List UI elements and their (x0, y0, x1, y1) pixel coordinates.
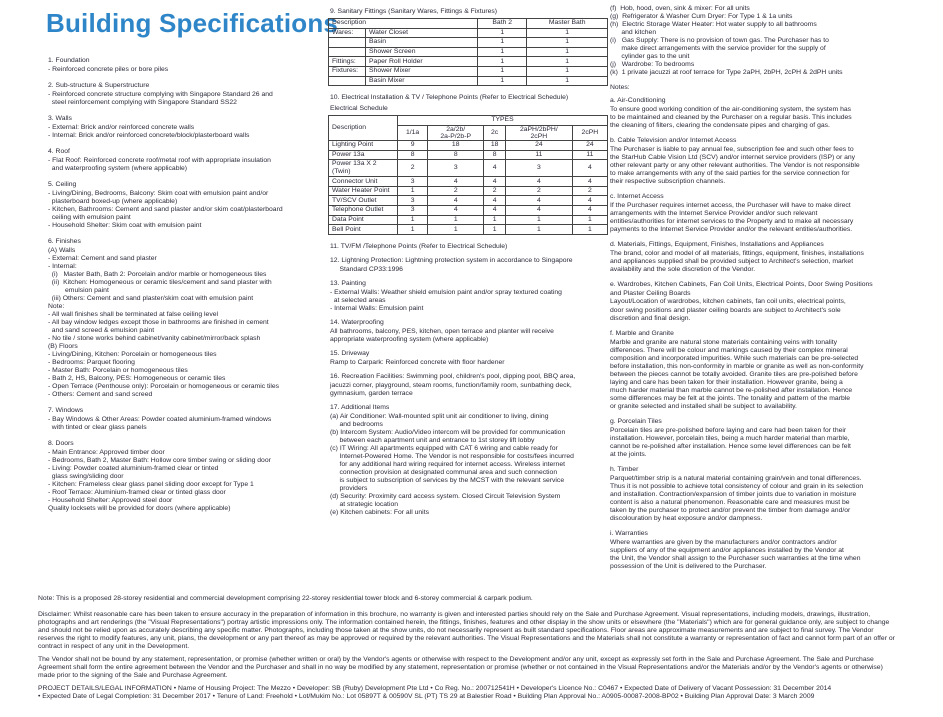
spec-line: All bathrooms, balcony, PES, kitchen, open terrace and planter will receive (330, 327, 554, 335)
note-heading: b. Cable Television and/or Internet Access (610, 137, 737, 145)
table-cell: 1 (484, 215, 506, 225)
note-line: much harder material than marble cannot be re-polished after installation. Hence (610, 386, 853, 394)
electrical-type-header: 1/1a (398, 125, 428, 140)
note-heading: a. Air-Conditioning (610, 97, 666, 105)
table-row (329, 177, 608, 187)
table-cell: 3 (398, 177, 428, 187)
table-cell: 1 (478, 76, 527, 86)
table-cell: 4 (572, 196, 607, 206)
spec-list-middle (328, 243, 608, 517)
spec-section (48, 57, 321, 74)
note-line: payments to the Internet Service Provider and/or the relevant entities/authorities. (610, 226, 853, 234)
note-line: possession of the Unit is delivered to the Purchaser. (610, 562, 767, 570)
electrical-header-types: TYPES (398, 116, 608, 126)
spec-line: for any additional hard wiring required for internet access. Wireless internet (330, 461, 565, 469)
electrical-type-header: 2a/2b/ 2a-P/2b-P (428, 125, 484, 140)
spec-line: is subject to subscription of services by the MCST with the relevant service (330, 477, 565, 485)
sanitary-header-row (329, 19, 608, 29)
spec-line: Internet-Powered Home. The Vendor is not responsible for costs/fees incurred (330, 453, 574, 461)
spec-heading: 16. Recreation Facilities: Swimming pool, children's pool, dipping pool, BBQ area, (330, 373, 576, 381)
spec-line: (i) Master Bath, Bath 2: Porcelain and/or marble or homogeneous tiles (48, 271, 267, 278)
table-cell: 4 (572, 160, 607, 177)
table-cell: Shower Mixer (366, 66, 478, 76)
note-line: at the joints. (610, 450, 647, 458)
table-cell: 2 (484, 186, 506, 196)
note-line: suppliers of any of the equipment and/or appliances installed by the Vendor at (610, 546, 844, 554)
note-line: door swing positions and plaster ceiling boards are subject to Architect's sole (610, 306, 841, 314)
spec-section (48, 148, 321, 173)
spec-line: providers (330, 485, 368, 493)
spec-line: - Internal: Brick and/or reinforced concrete/block/plasterboard walls (48, 131, 250, 139)
table-cell: 2 (428, 186, 484, 196)
table-cell: 24 (572, 141, 607, 151)
table-cell: 4 (572, 206, 607, 216)
spec-line: (ii) Kitchen: Homogeneous or ceramic tiles/cement and sand plaster with (48, 279, 272, 287)
table-cell: Lighting Point (329, 141, 398, 151)
development-note: Note: This is a proposed 28-storey residential and commercial development comprising 22-storey residential tower block and 6-storey commercial & carpark podium. (38, 595, 533, 602)
spec-line: appropriate waterproofing system (where applicable) (330, 335, 489, 343)
table-cell: 4 (505, 196, 572, 206)
note-line: to be maintained and cleaned by the Purchaser on a regular basis. This includes (610, 114, 852, 122)
spec-line: - All bay window ledges except those in bathrooms are finished in cement (48, 319, 269, 327)
table-cell: Basin (366, 38, 478, 48)
spec-line: - Master Bath: Porcelain or homogeneous tiles (48, 367, 188, 375)
spec-line: - Internal: (48, 262, 77, 270)
additional-item-line: (g) Refrigerator & Washer Cum Dryer: For Type 1 & 1a units (610, 13, 793, 21)
table-row (329, 186, 608, 196)
spec-section (330, 350, 608, 367)
table-row (329, 150, 608, 160)
spec-section (330, 404, 608, 517)
sanitary-caption: 9. Sanitary Fittings (Sanitary Wares, Fittings & Fixtures) (330, 8, 498, 15)
spec-heading: 8. Doors (48, 440, 74, 448)
note-line: To ensure good working condition of the air-conditioning system, the system has (610, 106, 852, 114)
table-cell: 1 (527, 38, 608, 48)
spec-section (48, 115, 321, 140)
table-cell: 11 (505, 150, 572, 160)
table-cell: 4 (505, 206, 572, 216)
spec-line: at strategic location (330, 501, 399, 509)
spec-line: - Flat Roof: Reinforced concrete roof/metal roof with appropriate insulation (48, 156, 271, 164)
note-heading: e. Wardrobes, Kitchen Cabinets, Fan Coil Units, Electrical Points, Door Swing Positions (610, 281, 873, 289)
note-line: and appliances supplied shall be provided subject to Architect's selection, market (610, 258, 854, 266)
sanitary-table-body (329, 28, 608, 86)
note-line: Porcelain tiles are pre-polished before laying and care had been taken for their (610, 426, 847, 434)
spec-section (330, 280, 608, 313)
table-cell: Power 13a (329, 150, 398, 160)
spec-line: - Others: Cement and sand screed (48, 391, 153, 399)
right-column (610, 5, 935, 578)
spec-line: (iii) Others: Cement and sand plaster/skim coat with emulsion paint (48, 295, 254, 303)
spec-line: - Living/Dining, Kitchen: Porcelain or homogeneous tiles (48, 351, 217, 359)
project-details-line-1: PROJECT DETAILS/LEGAL INFORMATION • Name of Housing Project: The Mezzo • Developer: SB (Ruby) Development Pte Ltd • Co Reg. No.: 200712541H • Developer's Licence No.: C0467 • Expected Date of Delivery of Vacant Possession: 31 December 2014 (38, 685, 832, 693)
additional-item-line: cylinder gas to the unit (610, 53, 690, 61)
spec-line: emulsion paint (48, 287, 109, 295)
notes-list (610, 97, 935, 571)
table-cell: Basin Mixer (366, 76, 478, 86)
note-section (610, 97, 935, 130)
table-row (329, 215, 608, 225)
table-cell: 4 (484, 160, 506, 177)
spec-line: gymnasium, garden terrace (330, 390, 413, 398)
spec-heading: 4. Roof (48, 147, 70, 155)
spec-line: - Living/Dining, Bedrooms, Balcony: Skim coat with emulsion paint and/or (48, 189, 269, 197)
additional-item-line: make direct arrangements with the service provider for the supply of (610, 45, 826, 53)
spec-line: ceiling with emulsion paint (48, 213, 131, 221)
table-cell: Fixtures: (329, 66, 366, 76)
note-line: If the Purchaser requires internet access, the Purchaser will have to make direct (610, 202, 851, 210)
spec-line: - Roof Terrace: Aluminium-framed clear or tinted glass door (48, 489, 226, 497)
table-cell: 3 (505, 160, 572, 177)
middle-column (328, 5, 608, 523)
spec-line: - External: Cement and sand plaster (48, 254, 157, 262)
table-cell: 2 (505, 186, 572, 196)
spec-line: at selected areas (330, 296, 386, 304)
table-cell: 1 (572, 215, 607, 225)
table-cell (329, 47, 366, 57)
spec-line: and sand screed & emulsion paint (48, 327, 155, 335)
note-line: to make arrangements with any of the said parties for the service connection for (610, 170, 850, 178)
spec-line: (d) Security: Proximity card access system. Closed Circuit Television System (330, 493, 561, 501)
spec-line: Note: (48, 303, 65, 311)
spec-line: Standard CP33:1996 (330, 265, 403, 273)
spec-section (48, 238, 321, 399)
spec-line: - External Walls: Weather shield emulsion paint and/or spray textured coating (330, 288, 562, 296)
note-heading: i. Warranties (610, 529, 648, 537)
spec-heading: 15. Driveway (330, 349, 370, 357)
spec-line: - Main Entrance: Approved timber door (48, 449, 165, 457)
spec-heading: 3. Walls (48, 114, 72, 122)
note-line: cannot be re-polished after installation. Hence some level differences can be felt (610, 442, 851, 450)
note-line: and installation. Contraction/expansion of timber joints due to variation in moisture (610, 490, 857, 498)
electrical-type-header: 2c (484, 125, 506, 140)
note-line: installation. However, porcelain tiles, being a much harder material than marble, (610, 434, 850, 442)
table-cell: 1 (398, 215, 428, 225)
footer-legal (38, 595, 900, 701)
table-row (329, 225, 608, 235)
note-section (610, 466, 935, 523)
note-line: the StarHub Cable Vision Ltd (SCV) and/or internet service providers (ISP) or any (610, 154, 856, 162)
spec-line: (A) Walls (48, 246, 76, 254)
table-cell: 24 (505, 141, 572, 151)
table-cell: 9 (398, 141, 428, 151)
table-cell: 1 (505, 225, 572, 235)
spec-line: and waterproofing system (where applicable) (48, 164, 188, 172)
spec-line: - All wall finishes shall be terminated at false ceiling level (48, 311, 219, 319)
spec-line: - Household Shelter: Skim coat with emulsion paint (48, 221, 202, 229)
table-cell: 2 (572, 186, 607, 196)
note-line: before installation, this non-conformity in marble or granite as well as non-conformity (610, 362, 864, 370)
spec-heading: 14. Waterproofing (330, 318, 384, 326)
note-heading: f. Marble and Granite (610, 329, 674, 337)
note-line: Thus it is not possible to achieve total consistency of colour and grain in its selection (610, 482, 864, 490)
disclaimer-text: Disclaimer: Whilst reasonable care has been taken to ensure accuracy in the preparation of information in this brochure, no warranty is given and interested parties should rely on the Sale and Purchase Agreement. Visual representations, including models, drawings, illustration, photographs and art renderings (the "Visual Representations") portray artistic impressions only. The information contained herein, the fittings, finishes, features and other display in the show units or elsewhere (the "Materials") which are for general guidance only, are subject to change and should not be relied upon as accurately describing any specific matter. Photographs, including those taken at the show units, do not necessarily represent as built standard specifications. Floor areas are approximate measurements and are subject to final survey. The Vendor reserves the right to modify features, any unit, plans, the development or any part thereof as may be approved or required by the relevant authorities. The Visual Representations and the Materials shall not constitute a warranty or representation of fact and cannot form part of an offer or contract in respect of any unit in the Development. (38, 611, 895, 651)
note-line: The brand, color and model of all materials, fittings, equipment, finishes, installations (610, 250, 864, 258)
table-row (329, 47, 608, 57)
spec-line: - Reinforced concrete piles or bore piles (48, 65, 169, 73)
spec-line: - Kitchen: Frameless clear glass panel sliding door except for Type 1 (48, 481, 254, 489)
table-cell: 4 (484, 196, 506, 206)
spec-line: (B) Floors (48, 343, 78, 351)
note-line: arrangements with the Internet Service Provider and/or such relevant (610, 210, 818, 218)
table-cell: 4 (428, 196, 484, 206)
spec-line: - Kitchen, Bathrooms: Cement and sand plaster and/or skim coat/plasterboard (48, 205, 283, 213)
spec-line: - Bedrooms, Bath 2, Master Bath: Hollow core timber swing or sliding door (48, 457, 271, 465)
table-row (329, 76, 608, 86)
table-cell: 1 (478, 38, 527, 48)
table-cell: 1 (398, 225, 428, 235)
sanitary-header-master-bath: Master Bath (527, 19, 608, 29)
table-cell: 1 (527, 66, 608, 76)
table-cell: 1 (527, 47, 608, 57)
electrical-table-body (329, 141, 608, 235)
note-line: differences. There will be colour and markings caused by their complex mineral (610, 346, 848, 354)
spec-line: plasterboard boxed-up (where applicable) (48, 197, 178, 205)
spec-line: - Open Terrace (Penthouse only): Porcelain or homogeneous or ceramic tiles (48, 383, 280, 391)
table-cell: 4 (428, 206, 484, 216)
electrical-table (328, 115, 608, 235)
spec-section (48, 181, 321, 230)
note-line: or granite selected and installed shall be subject to availability. (610, 402, 797, 410)
electrical-schedule-label: Electrical Schedule (330, 105, 388, 113)
note-section (610, 330, 935, 411)
spec-section (48, 82, 321, 107)
table-cell: 1 (505, 215, 572, 225)
spec-line: - Bedrooms: Parquet flooring (48, 359, 135, 367)
table-cell: 8 (428, 150, 484, 160)
table-row (329, 57, 608, 67)
spec-heading: 17. Additional Items (330, 404, 390, 412)
note-heading: d. Materials, Fittings, Equipment, Finishes, Installations and Appliances (610, 241, 824, 249)
table-cell: 1 (478, 28, 527, 38)
table-row (329, 38, 608, 48)
table-cell: TV/SCV Outlet (329, 196, 398, 206)
table-cell: 4 (484, 177, 506, 187)
electrical-header-row (329, 116, 608, 126)
table-cell: 18 (428, 141, 484, 151)
table-cell: 4 (428, 177, 484, 187)
note-section (610, 193, 935, 234)
spec-line: - External: Brick and/or reinforced concrete walls (48, 123, 195, 131)
table-cell: Paper Roll Holder (366, 57, 478, 67)
table-row (329, 66, 608, 76)
spec-heading: 5. Ceiling (48, 180, 77, 188)
table-cell: 4 (505, 177, 572, 187)
table-cell: 1 (478, 47, 527, 57)
additional-item-line: (j) Wardrobe: To bedrooms (610, 61, 695, 69)
spec-line: - Bath 2, HS, Balcony, PES: Homogeneous or ceramic tiles (48, 375, 226, 383)
spec-heading: 6. Finishes (48, 237, 81, 245)
spec-heading: 11. TV/FM /Telephone Points (Refer to Electrical Schedule) (330, 242, 508, 250)
spec-heading: 13. Painting (330, 279, 366, 287)
table-cell: 1 (527, 28, 608, 38)
table-cell: Power 13a X 2 (Twin) (329, 160, 398, 177)
electrical-header-description: Description (329, 116, 398, 141)
spec-line: Ramp to Carpark: Reinforced concrete with floor hardener (330, 359, 505, 366)
note-line: laying and care has been taken for their installation. However granite, being a (610, 378, 843, 386)
spec-line: (e) Kitchen cabinets: For all units (330, 509, 429, 517)
note-line: the cleaning of filters, clearing the condensate pipes and charging of gas. (610, 122, 830, 130)
table-row (329, 206, 608, 216)
table-row (329, 160, 608, 177)
table-row (329, 28, 608, 38)
spec-line: connection provision at designated communal area and such connection (330, 469, 558, 477)
table-cell: 1 (398, 186, 428, 196)
note-section (610, 281, 935, 322)
spec-list-left (38, 57, 321, 514)
table-cell: Telephone Outlet (329, 206, 398, 216)
table-cell: 1 (484, 225, 506, 235)
spec-line: and bedrooms (330, 421, 383, 429)
note-line: entities/authorities for internet services to the Property and to make all necessary (610, 218, 854, 226)
spec-line: - No tile / stone works behind cabinet/vanity cabinet/mirror/back splash (48, 335, 261, 343)
note-line: some differences may be felt at the joints. The tonality and pattern of the marble (610, 394, 851, 402)
table-cell (329, 76, 366, 86)
table-cell: Water Closet (366, 28, 478, 38)
notes-label: Notes: (610, 84, 630, 92)
spec-line: between each apartment unit and entrance to 1st storey lift lobby (330, 437, 535, 445)
table-cell: 3 (428, 160, 484, 177)
table-cell: 8 (484, 150, 506, 160)
electrical-type-header: 2cPH (572, 125, 607, 140)
spec-line: Quality locksets will be provided for doors (where applicable) (48, 505, 231, 513)
note-line: The Purchaser is liable to pay annual fee, subscription fee and such other fees to (610, 146, 854, 154)
note-line: their respective subscription channels. (610, 178, 726, 186)
table-cell: 2 (398, 160, 428, 177)
table-cell: 1 (478, 57, 527, 67)
note-line: Where warranties are given by the manufacturers and/or contractors and/or (610, 538, 837, 546)
additional-item-line: (k) 1 private jacuzzi at roof terrace for Type 2aPH, 2bPH, 2cPH & 2dPH units (610, 69, 843, 77)
table-row (329, 196, 608, 206)
note-line: Parquet/timber strip is a natural material containing grain/vein and tonal differences. (610, 474, 862, 482)
table-cell: Water Heater Point (329, 186, 398, 196)
table-cell: 3 (398, 206, 428, 216)
spec-line: - Internal Walls: Emulsion paint (330, 304, 424, 312)
table-cell: Bell Point (329, 225, 398, 235)
note-line: Marble and granite are natural stone materials containing veins with tonality (610, 338, 838, 346)
note-line: the Unit, the Vendor shall assign to the Purchaser such warranties at the time when (610, 554, 861, 562)
note-line: content is also a natural phenomenon. Reasonable care and measures must be (610, 498, 850, 506)
table-cell: 3 (398, 196, 428, 206)
note-section (610, 241, 935, 274)
electrical-type-header: 2aPH/2bPH/ 2cPH (505, 125, 572, 140)
spec-section (330, 243, 608, 251)
spec-section (330, 373, 608, 398)
note-section (610, 137, 935, 186)
spec-line: with tinted or clear glass panels (48, 424, 147, 432)
note-line: and Plaster Ceiling Boards (610, 290, 691, 298)
table-cell: 1 (572, 225, 607, 235)
note-line: discolouration by heat exposure and/or dampness. (610, 514, 763, 522)
vendor-statement: The Vendor shall not be bound by any statement, representation, or promise (whether written or oral) by the Vendor's agents or otherwise with respect to the Development and/or any unit, except as expressly set forth in the Sale and Purchase Agreement. The Sale and Purchase Agreement shall form the entire agreement between the Vendor and the Purchaser and shall in no way be modified by any statement, representation or promise (whether or not contained in the Visual Representations and/or the Materials and/or by the Vendor's agents or otherwise) made prior to the signing of the Sale and Purchase Agreement. (38, 656, 883, 680)
page-title: Building Specifications (46, 8, 339, 38)
additional-item-line: and kitchen (610, 29, 657, 37)
note-heading: c. Internet Access (610, 193, 664, 201)
table-cell: 1 (527, 76, 608, 86)
spec-line: - Household Shelter: Approved steel door (48, 497, 173, 505)
table-cell: Data Point (329, 215, 398, 225)
spec-line: jacuzzi corner, playground, steam rooms, function/family room, sunbathing deck, (330, 382, 572, 390)
spec-heading: 2. Sub-structure & Superstructure (48, 81, 150, 89)
note-line: other relevant party or any other relevant authorities. The Vendor is not responsible (610, 162, 860, 170)
note-line: Layout/Location of wardrobes, kitchen cabinets, fan coil units, electrical points, (610, 298, 846, 306)
spec-line: (a) Air Conditioner: Wall-mounted split unit air conditioner to living, dining (330, 413, 549, 421)
note-line: discretion and final design. (610, 314, 691, 322)
spec-heading: 7. Windows (48, 407, 84, 415)
note-line: availability and the sole discretion of the Vendor. (610, 266, 756, 274)
note-section (610, 418, 935, 459)
spec-heading: 12. Lightning Protection: Lightning protection system in accordance to Singapore (330, 256, 573, 264)
table-cell: Fittings: (329, 57, 366, 67)
spec-line: glass swing/sliding door (48, 473, 124, 481)
table-cell: 4 (572, 177, 607, 187)
table-cell: Wares: (329, 28, 366, 38)
table-cell: 11 (572, 150, 607, 160)
spec-section (330, 257, 608, 274)
spec-line: - Living: Powder coated aluminium-framed clear or tinted (48, 465, 219, 473)
spec-line: - Reinforced concrete structure complying with Singapore Standard 26 and (48, 90, 273, 98)
table-cell (329, 38, 366, 48)
spec-line: - Bay Windows & Other Areas: Powder coated aluminium-framed windows (48, 416, 272, 424)
electrical-caption: 10. Electrical Installation & TV / Telephone Points (Refer to Electrical Schedule) (330, 94, 569, 102)
additional-items-continued (610, 5, 935, 77)
note-line: composition and incorporated impurities. While such materials can be pre-selected (610, 354, 859, 362)
table-cell: 8 (398, 150, 428, 160)
project-details-line-2: • Expected Date of Legal Completion: 31 December 2017 • Tenure of Land: Freehold • Lot/Mukim No.: Lot 05897T & 00590V SL (PT) TS 29 at Balestier Road • Building Plan Approval No.: A0905-00087-2008-BP02 • Building Plan Approval Date: 3 March 2009 (38, 693, 815, 701)
spec-section (330, 319, 608, 344)
table-cell: 1 (527, 57, 608, 67)
spec-line: steel reinforcement complying with Singapore Standard SS22 (48, 98, 237, 106)
table-cell: Shower Screen (366, 47, 478, 57)
table-cell: 4 (484, 206, 506, 216)
table-cell: 1 (428, 215, 484, 225)
sanitary-table (328, 18, 608, 86)
additional-item-line: (h) Electric Storage Water Heater: Hot water supply to all bathrooms (610, 21, 817, 29)
additional-item-line: (i) Gas Supply: There is no provision of town gas. The Purchaser has to (610, 37, 829, 45)
table-cell: Connector Unit (329, 177, 398, 187)
table-row (329, 141, 608, 151)
table-cell: 1 (478, 66, 527, 76)
table-cell: 1 (428, 225, 484, 235)
spec-line: (c) IT Wiring: All apartments equipped with CAT 6 wiring and cable ready for (330, 445, 558, 453)
additional-item-line: (f) Hob, hood, oven, sink & mixer: For all units (610, 5, 750, 12)
note-heading: h. Timber (610, 465, 639, 473)
spec-line: (b) Intercom System: Audio/Video intercom will be provided for communication (330, 429, 566, 437)
note-line: taken by the purchaser to protect and/or prevent the timber from damage and/or (610, 506, 851, 514)
spec-section (48, 407, 321, 432)
sanitary-header-bath2: Bath 2 (478, 19, 527, 29)
note-heading: g. Porcelain Tiles (610, 417, 662, 425)
table-cell: 18 (484, 141, 506, 151)
left-column (38, 8, 339, 521)
note-section (610, 530, 935, 571)
spec-heading: 1. Foundation (48, 56, 90, 64)
note-line: between the pieces cannot be totally avoided. Granite tiles are pre-polished before (610, 370, 858, 378)
spec-section (48, 440, 321, 513)
sanitary-header-description: Description (329, 19, 478, 29)
